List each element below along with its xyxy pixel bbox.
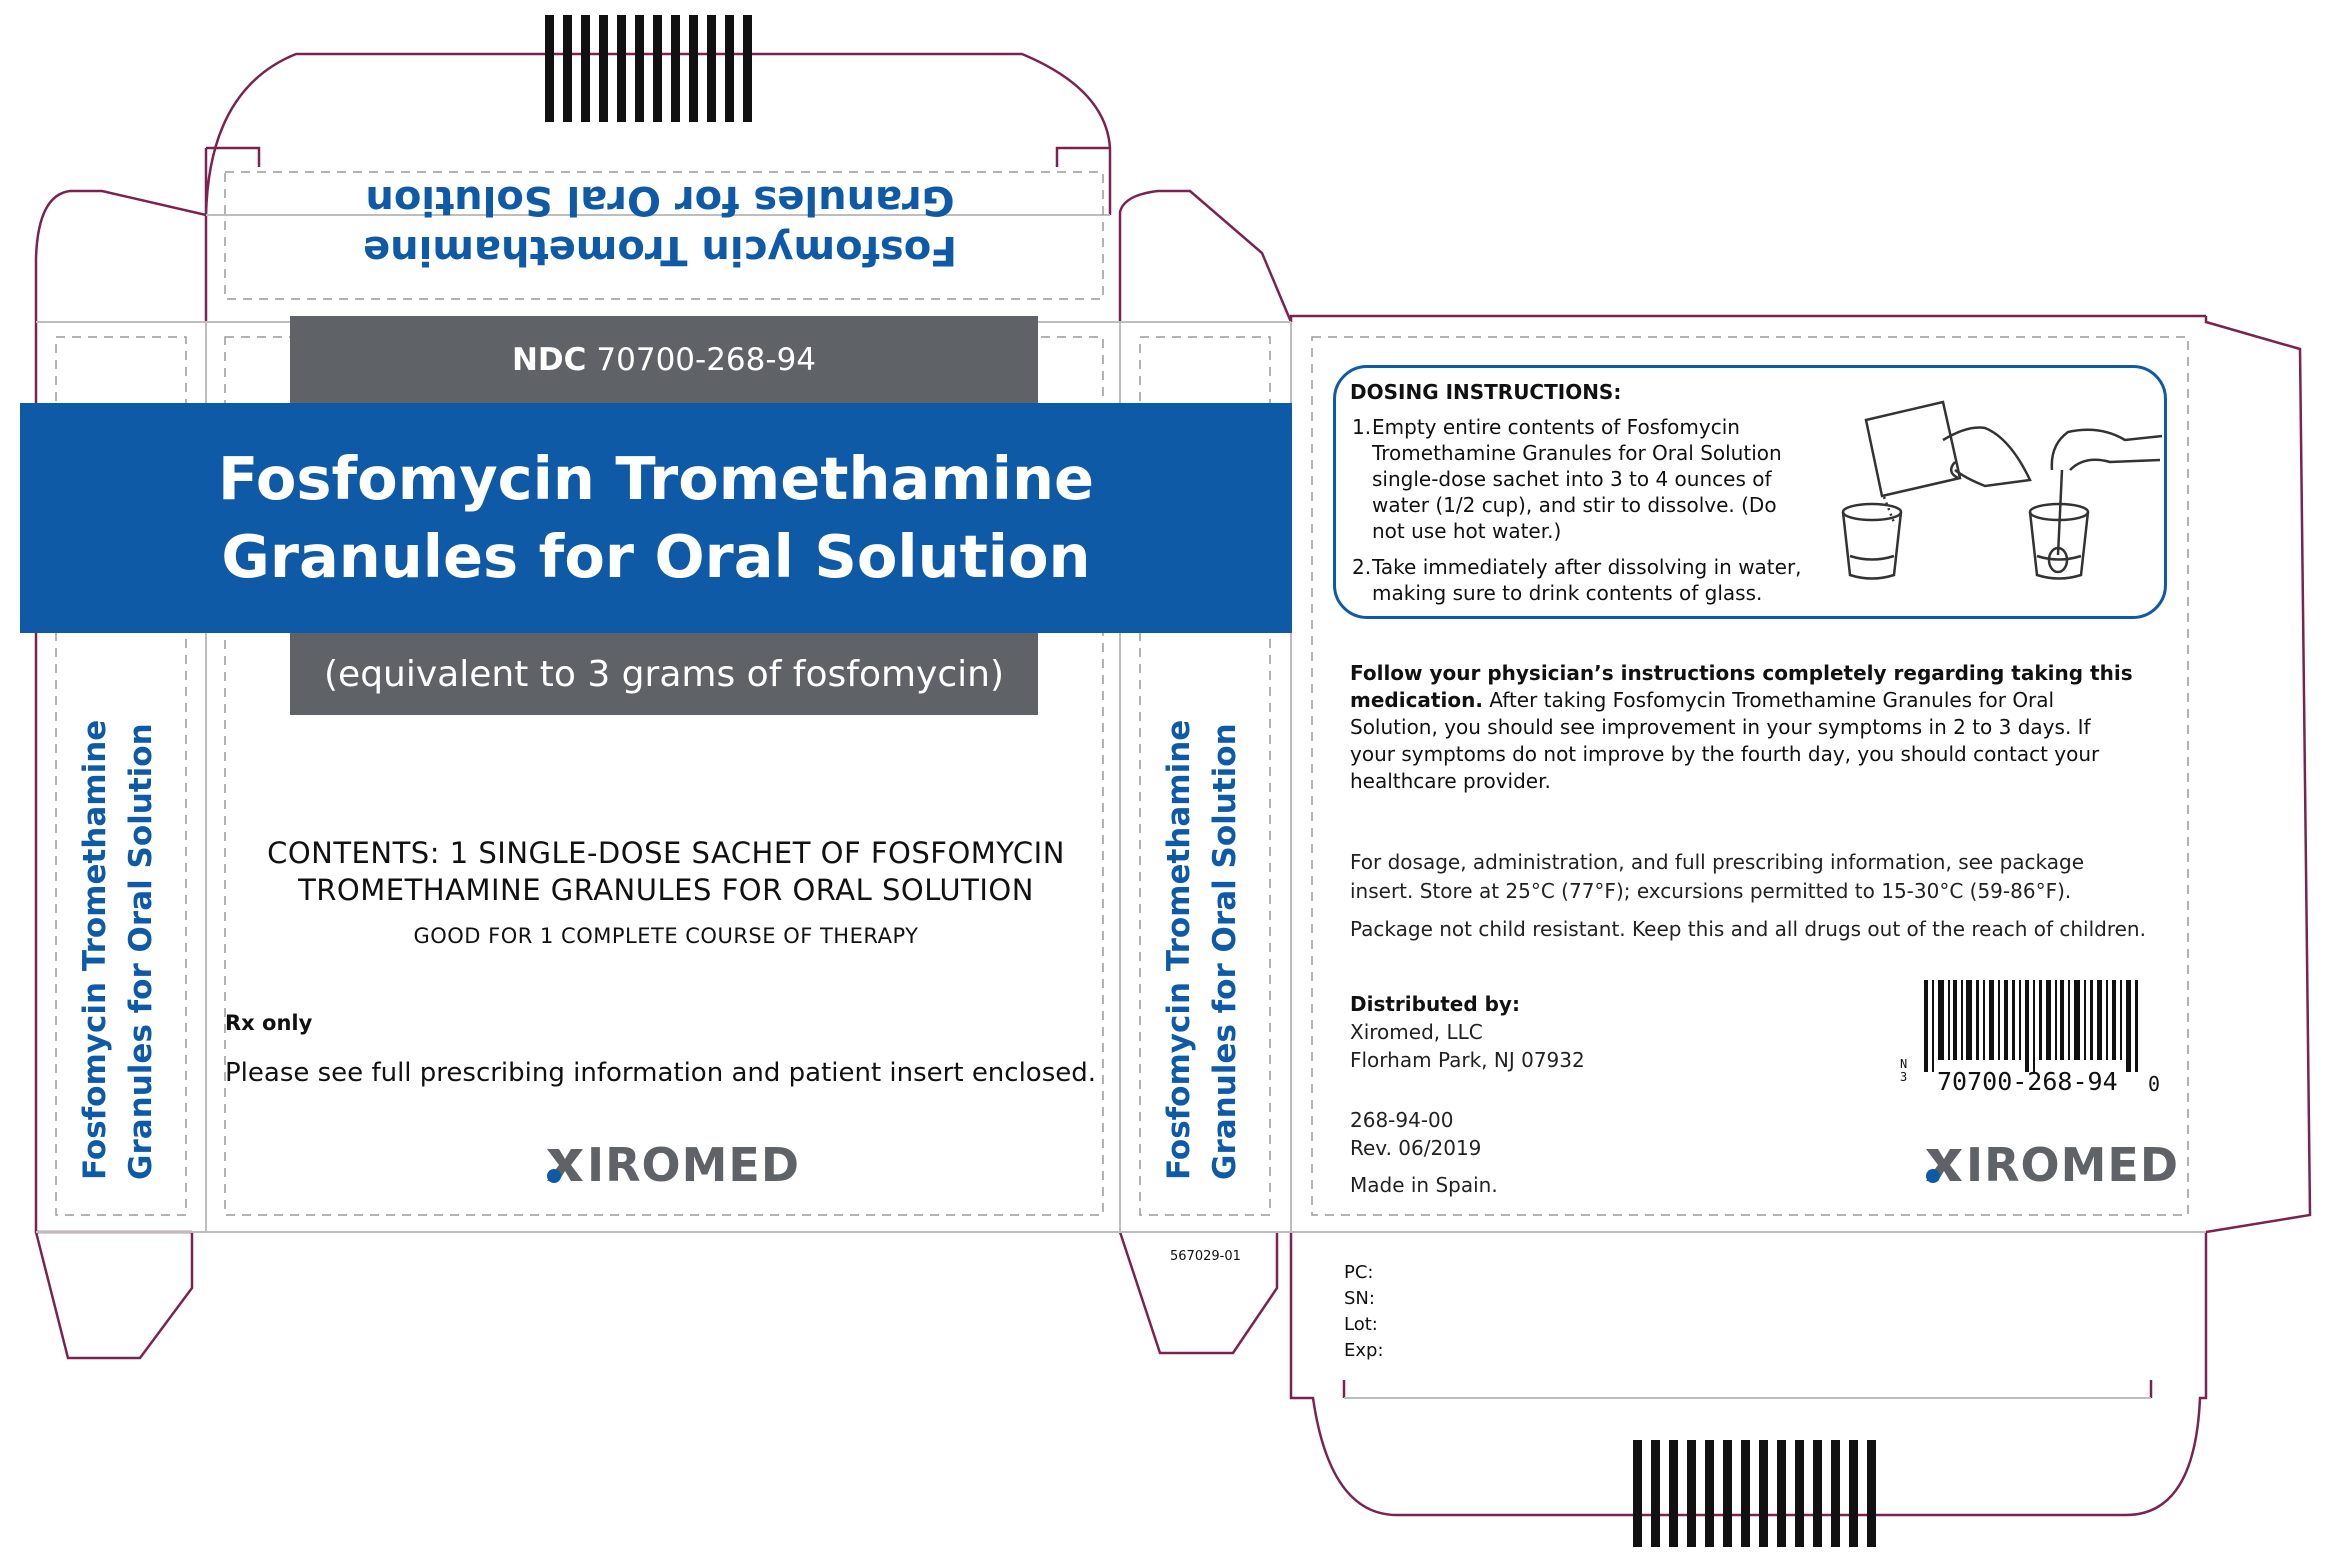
right-side-title-line2: Granules for Oral Solution [1207, 723, 1243, 1180]
upc-barcode [1924, 980, 2138, 1072]
back-logo-text: IROMED [1966, 1138, 2180, 1192]
distributor-name: Xiromed, LLC [1350, 1020, 1483, 1044]
product-name-line2: Granules for Oral Solution [221, 522, 1091, 591]
country-of-origin: Made in Spain. [1350, 1173, 1498, 1197]
ndc-label: NDC [511, 342, 587, 378]
right-side-title [1156, 720, 1248, 1180]
follow-line5: healthcare provider. [1350, 769, 1551, 793]
follow-line2 [1350, 687, 2180, 714]
front-logo-text: IROMED [587, 1138, 801, 1192]
distributor-address: Florham Park, NJ 07932 [1350, 1048, 1585, 1072]
dosing-step-1-line: single-dose sachet into 3 to 4 ounces of [1372, 467, 1772, 491]
contents-line2: TROMETHAMINE GRANULES FOR ORAL SOLUTION [298, 873, 1034, 907]
left-side-title-line1: Fosfomycin Tromethamine [77, 719, 113, 1180]
sn-field: SN: [1344, 1288, 1375, 1309]
left-side-title [72, 720, 164, 1180]
pc-field: PC: [1344, 1262, 1374, 1283]
see-insert-statement: Please see full prescribing information and patient insert enclosed. [225, 1058, 1097, 1088]
item-code: 268-94-00 [1350, 1108, 1454, 1132]
dosing-step-2-line: Take immediately after dissolving in water, [1372, 555, 1802, 579]
back-logo [1924, 1138, 2179, 1192]
follow-line1: Follow your physician’s instructions completely regarding taking this [1350, 661, 2133, 685]
top-flap-title [300, 175, 1020, 275]
product-name-line1: Fosfomycin Tromethamine [217, 444, 1095, 513]
dosing-step-1-line: water (1/2 cup), and stir to dissolve. (Do [1372, 493, 1777, 517]
top-flap-title-line2: Granules for Oral Solution [365, 177, 955, 223]
dosing-step-1 [1352, 414, 1782, 544]
dosing-step-2-line: making sure to drink contents of glass. [1372, 581, 1763, 605]
xiromed-x-icon [545, 1145, 585, 1185]
dosing-step-1-line: Empty entire contents of Fosfomycin [1372, 415, 1740, 439]
storage-statement [1350, 848, 2180, 906]
exp-field: Exp: [1344, 1340, 1384, 1361]
storage-line1: For dosage, administration, and full prescribing information, see package [1350, 850, 2085, 874]
strength-banner: (equivalent to 3 grams of fosfomycin) [290, 633, 1038, 715]
distributor-label: Distributed by: [1350, 992, 1520, 1016]
dosing-step-2-num: 2. [1352, 555, 1372, 579]
dosing-title: DOSING INSTRUCTIONS: [1350, 380, 1622, 404]
follow-line2-rest: After taking Fosfomycin Tromethamine Granules for Oral [1482, 688, 2055, 712]
contents-statement [218, 835, 1114, 909]
follow-line4: your symptoms do not improve by the fourth day, you should contact your [1350, 742, 2100, 766]
upc-prefix [1900, 1058, 1907, 1084]
right-side-title-line1: Fosfomycin Tromethamine [1161, 719, 1197, 1180]
dosing-step-1-line: not use hot water.) [1372, 519, 1562, 543]
dosing-step-1-line: Tromethamine Granules for Oral Solution [1372, 441, 1782, 465]
ndc-number: 70700-268-94 [596, 342, 817, 378]
follow-line2-bold: medication. [1350, 688, 1483, 712]
physician-instructions [1350, 660, 2180, 795]
course-statement: GOOD FOR 1 COMPLETE COURSE OF THERAPY [413, 924, 919, 948]
upc-check-digit: 0 [2148, 1072, 2161, 1096]
contents-line1: CONTENTS: 1 SINGLE-DOSE SACHET OF FOSFOMYCIN [267, 836, 1065, 870]
lot-field: Lot: [1344, 1314, 1378, 1335]
upc-prefix-top: N [1900, 1057, 1908, 1071]
distributor-block [1350, 990, 1585, 1074]
front-logo [545, 1138, 800, 1192]
revision-date: Rev. 06/2019 [1350, 1136, 1482, 1160]
dosing-step-1-num: 1. [1352, 415, 1372, 439]
child-resistant-warning: Package not child resistant. Keep this and all drugs out of the reach of children. [1350, 917, 2146, 941]
follow-line3: Solution, you should see improvement in your symptoms in 2 to 3 days. If [1350, 715, 2091, 739]
product-name-band [20, 403, 1292, 633]
carton-code: 567029-01 [1170, 1249, 1241, 1264]
upc-number: 70700-268-94 [1937, 1067, 2118, 1096]
upc-prefix-bottom: 3 [1900, 1070, 1908, 1084]
ndc-banner [290, 316, 1038, 404]
storage-line2: insert. Store at 25°C (77°F); excursions permitted to 15-30°C (59-86°F). [1350, 879, 2072, 903]
top-flap-title-line1: Fosfomycin Tromethamine [363, 227, 957, 273]
left-side-title-line2: Granules for Oral Solution [123, 723, 159, 1180]
xiromed-x-icon [1924, 1145, 1964, 1185]
dosing-step-2 [1352, 554, 1802, 606]
rx-only: Rx only [225, 1011, 313, 1035]
